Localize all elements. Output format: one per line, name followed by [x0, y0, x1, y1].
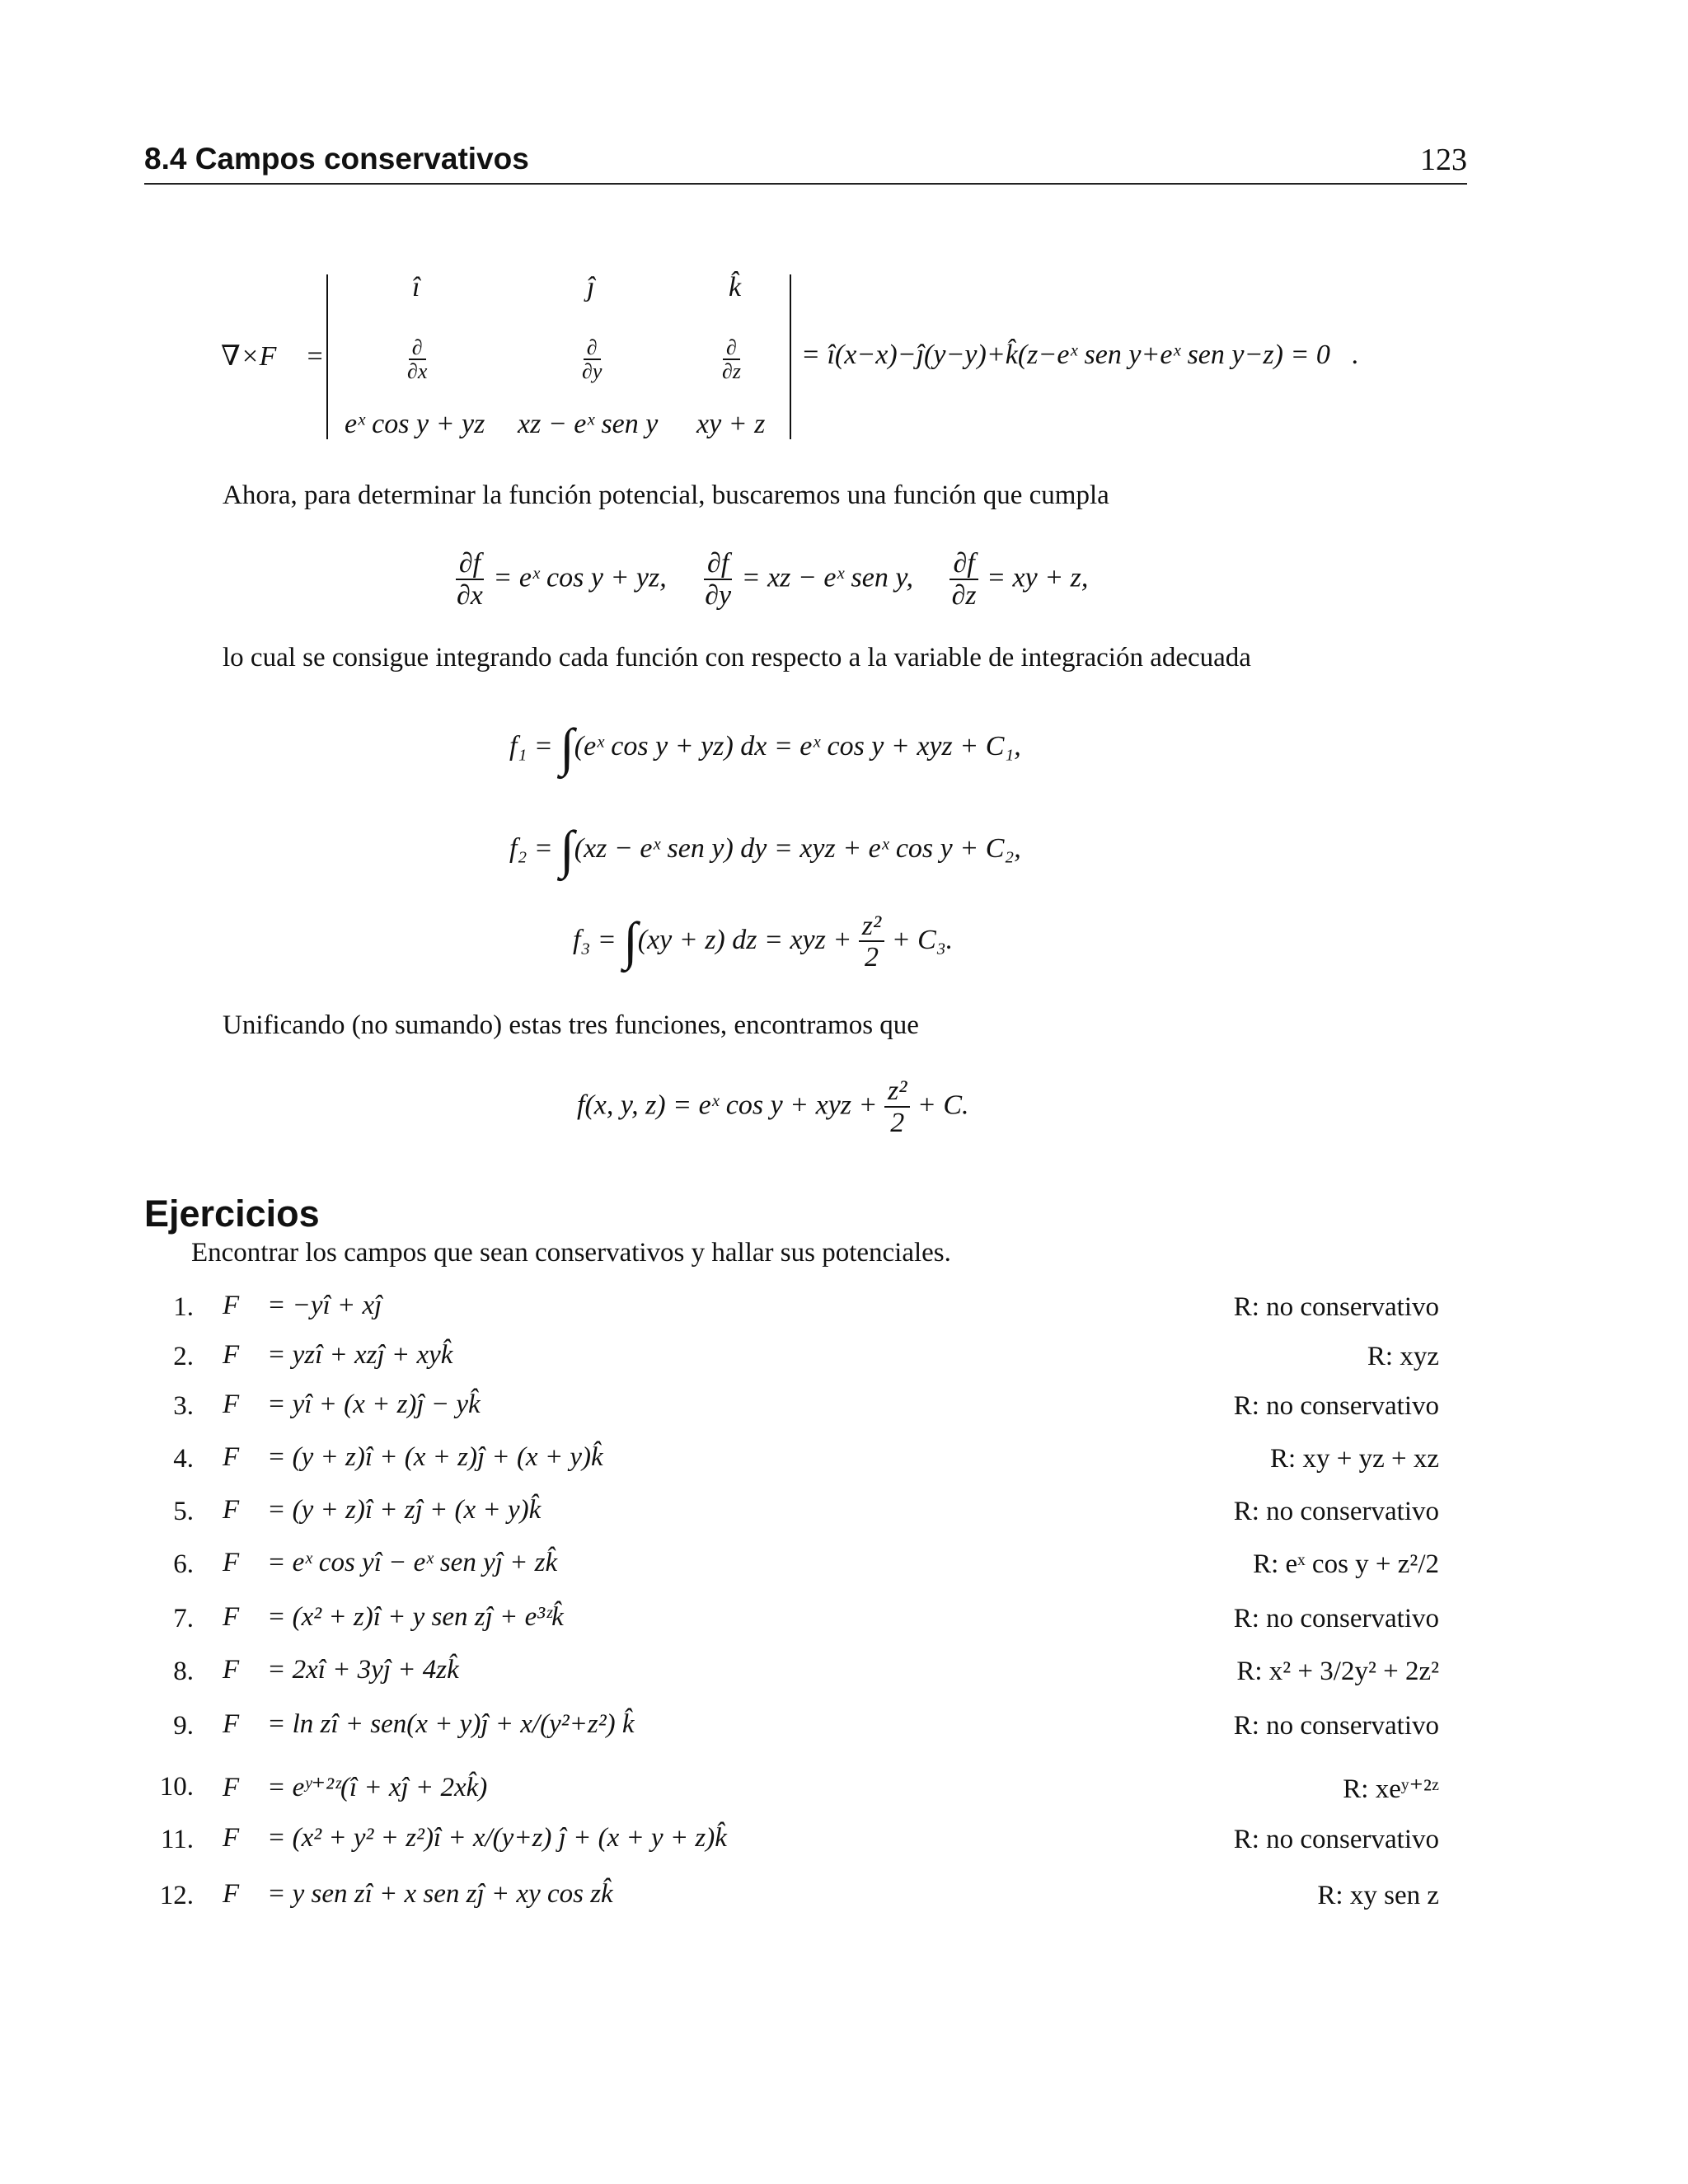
header-rule [144, 183, 1467, 185]
det-cell: xz − eˣ sen y [518, 409, 659, 439]
integral-f3: f₃ = ∫(xy + z) dz = xyz + $\frac{\text{z²}}{2}$ + C₃. [573, 910, 954, 973]
exercise-formula: F⃗ = yzî + xzĵ + xyk̂ [223, 1340, 453, 1370]
exercise-number: 6. [173, 1549, 194, 1579]
exercise-formula: F⃗ = (y + z)î + zĵ + (x + y)k̂ [223, 1495, 542, 1525]
exercise-number: 5. [173, 1497, 194, 1526]
exercise-number: 4. [173, 1444, 194, 1474]
exercise-number: 3. [173, 1391, 194, 1421]
partials-equation: $\frac{\partial f}{\partial x}$ = eˣ cos y + yz, $\frac{\partial f}{\partial y}$ = xz − eˣ sen y, $\frac{\partial f}{\partial z}$ = xy + z, [457, 548, 1089, 611]
exercise-number: 11. [160, 1825, 194, 1854]
exercise-answer: R: x² + 3/2y² + 2z² [1236, 1657, 1439, 1686]
exercise-formula: F⃗ = ln zî + sen(x + y)ĵ + x/(y²+z²) k̂ [223, 1709, 635, 1739]
paragraph: Ahora, para determinar la función potencial, buscaremos una función que cumpla [223, 480, 1109, 510]
exercise-number: 1. [173, 1292, 194, 1322]
exercise-formula: F⃗ = yî + (x + z)ĵ − yk̂ [223, 1390, 481, 1419]
exercise-formula: F⃗ = (y + z)î + (x + z)ĵ + (x + y)k̂ [223, 1442, 603, 1472]
exercise-number: 8. [173, 1657, 194, 1686]
det-left-bar [326, 274, 328, 439]
det-cell: $\frac{\partial}{\partial z}$ [722, 335, 741, 384]
det-cell: ĵ [587, 272, 595, 302]
exercise-formula: F⃗ = −yî + xĵ [223, 1291, 382, 1320]
exercise-answer: R: xeʸ⁺²ᶻ [1343, 1774, 1439, 1804]
exercise-formula: F⃗ = (x² + z)î + y sen zĵ + e³ᶻk̂ [223, 1602, 564, 1632]
page-number: 123 [1420, 143, 1467, 177]
exercise-number: 2. [173, 1342, 194, 1371]
exercise-answer: R: xy + yz + xz [1270, 1444, 1439, 1474]
exercise-answer: R: no conservativo [1233, 1825, 1439, 1854]
det-right-bar [790, 274, 791, 439]
exercise-formula: F⃗ = eˣ cos yî − eˣ sen yĵ + zk̂ [223, 1548, 558, 1577]
curl-rhs: = î(x−x)−ĵ(y−y)+k̂(z−eˣ sen y+eˣ sen y−z) = 0⃗. [801, 340, 1359, 370]
det-cell: eˣ cos y + yz [345, 409, 485, 439]
potential-equation: f(x, y, z) = eˣ cos y + xyz + $\frac{\text{z²}}{2}$ + C. [577, 1076, 969, 1138]
exercises-intro: Encontrar los campos que sean conservativos y hallar sus potenciales. [191, 1238, 951, 1268]
exercise-answer: R: no conservativo [1233, 1292, 1439, 1322]
paragraph: Unificando (no sumando) estas tres funciones, encontramos que [223, 1010, 919, 1040]
exercise-answer: R: no conservativo [1233, 1604, 1439, 1633]
exercise-number: 12. [159, 1881, 194, 1910]
curl-lhs: ∇×F⃗ = [221, 341, 325, 372]
det-cell: $\frac{\partial}{\partial y}$ [582, 335, 603, 384]
exercises-heading: Ejercicios [144, 1193, 320, 1235]
exercise-answer: R: xyz [1367, 1342, 1439, 1371]
section-title: 8.4 Campos conservativos [144, 142, 529, 176]
exercise-formula: F⃗ = y sen zî + x sen zĵ + xy cos zk̂ [223, 1879, 613, 1909]
det-cell: $\frac{\partial}{\partial x}$ [407, 335, 428, 384]
exercise-answer: R: xy sen z [1317, 1881, 1439, 1910]
det-cell: xy + z [696, 409, 766, 439]
exercise-number: 10. [159, 1772, 194, 1802]
exercise-answer: R: no conservativo [1233, 1497, 1439, 1526]
exercise-formula: F⃗ = 2xî + 3yĵ + 4zk̂ [223, 1655, 459, 1685]
exercise-number: 9. [173, 1711, 194, 1741]
exercise-formula: F⃗ = (x² + y² + z²)î + x/(y+z) ĵ + (x + y + z)k̂ [223, 1823, 727, 1853]
det-cell: î [412, 272, 420, 302]
det-cell: k̂ [729, 272, 742, 302]
integral-f2: f₂ = ∫(xz − eˣ sen y) dy = xyz + eˣ cos y + C₂, [509, 820, 1021, 879]
exercise-answer: R: eˣ cos y + z²/2 [1253, 1549, 1439, 1579]
exercise-formula: F⃗ = eʸ⁺²ᶻ(î + xĵ + 2xk̂) [223, 1773, 488, 1802]
exercise-answer: R: no conservativo [1233, 1391, 1439, 1421]
exercise-answer: R: no conservativo [1233, 1711, 1439, 1741]
integral-f1: f₁ = ∫(eˣ cos y + yz) dx = eˣ cos y + xyz + C₁, [509, 718, 1021, 776]
paragraph: lo cual se consigue integrando cada función con respecto a la variable de integración adecuada [223, 643, 1251, 673]
exercise-number: 7. [173, 1604, 194, 1633]
